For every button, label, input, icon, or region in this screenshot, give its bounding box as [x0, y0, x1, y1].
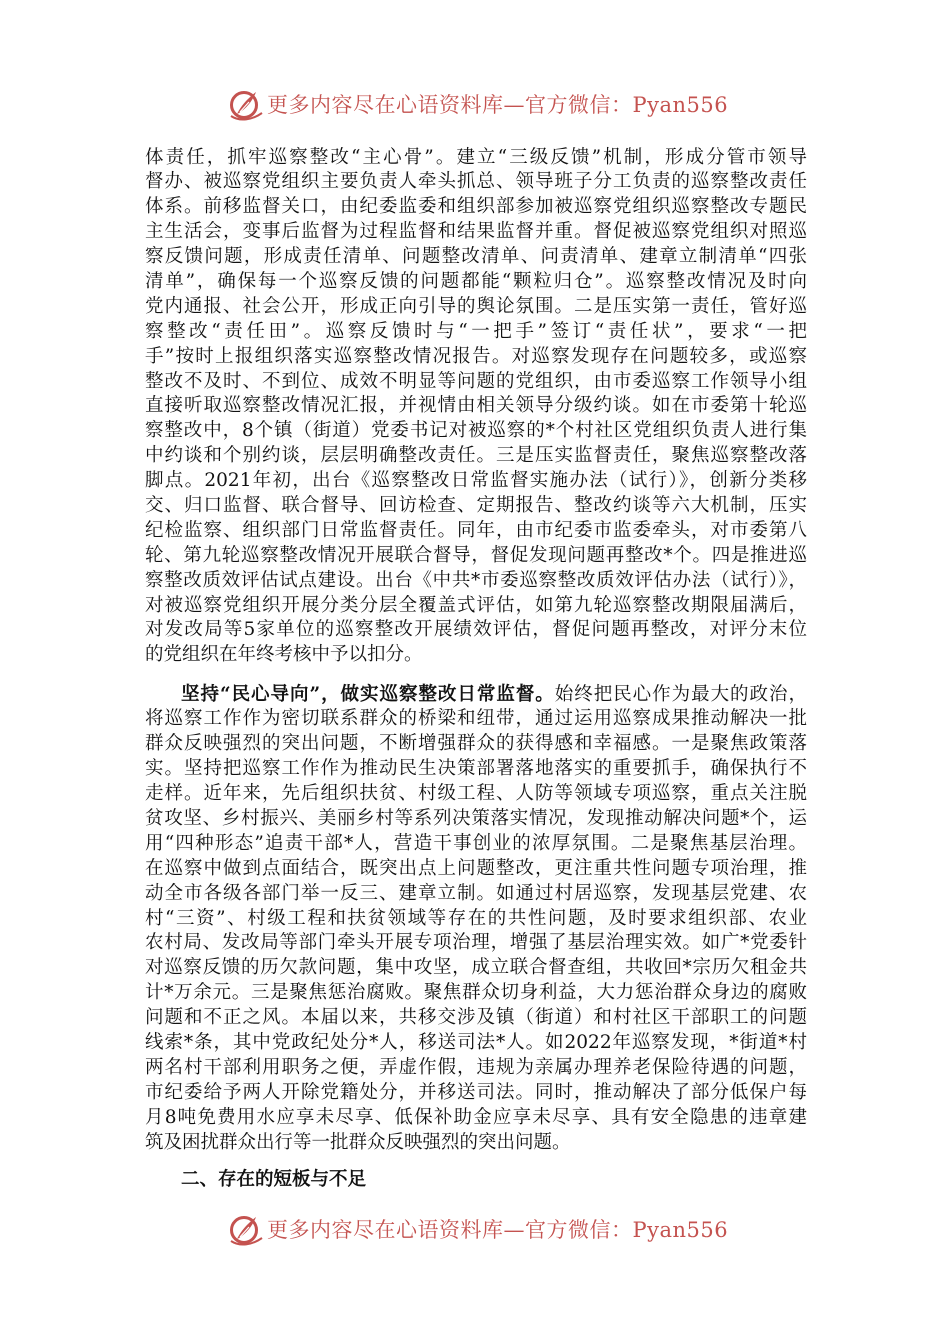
- text-line: 党内通报、社会公开，形成正向引导的舆论氛围。二是压实第一责任，管好巡: [145, 295, 807, 317]
- text-line: 用“四种形态”追责干部*人，营造干事创业的浓厚氛围。二是聚焦基层治理。: [145, 832, 807, 854]
- text-line: 筑及困扰群众出行等一批群众反映强烈的突出问题。: [145, 1131, 571, 1153]
- text-line: 清单”，确保每一个巡察反馈的问题都能“颗粒归仓”。巡察整改情况及时向: [145, 270, 807, 292]
- text-line: 对巡察反馈的历欠款问题，集中攻坚，成立联合督查组，共收回*宗历欠租金共: [145, 957, 807, 979]
- text-line: 将巡察工作作为密切联系群众的桥梁和纽带，通过运用巡察成果推动解决一批: [145, 708, 807, 730]
- text-line: 中约谈和个别约谈，层层明确整改责任。三是压实监督责任，聚焦巡察整改落: [145, 445, 807, 467]
- text-line: 贫攻坚、乡村振兴、美丽乡村等系列决策落实情况，发现推动解决问题*个，运: [145, 807, 807, 829]
- text-line: 察反馈问题，形成责任清单、问题整改清单、问责清单、建章立制清单“四张: [145, 246, 807, 268]
- text-line: 对被巡察党组织开展分类分层全覆盖式评估，如第九轮巡察整改期限届满后，: [145, 594, 807, 616]
- text-line: 察整改“责任田”。巡察反馈时与“一把手”签订“责任状”，要求“一把: [145, 320, 807, 342]
- text-line-rest: 始终把民心作为最大的政治，: [554, 683, 807, 705]
- text-line: 月8吨免费用水应享未尽享、低保补助金应享未尽享、具有安全隐患的违章建: [145, 1106, 807, 1128]
- footer-watermark: [228, 1212, 728, 1248]
- text-line: 纪检监察、组织部门日常监督责任。同年，由市纪委市监委牵头，对市委第八: [145, 519, 807, 541]
- text-line: 农村局、发改局等部门牵头开展专项治理，增强了基层治理实效。如广*党委针: [145, 932, 807, 954]
- text-line: 手”按时上报组织落实巡察整改情况报告。对巡察发现存在问题较多，或巡察: [145, 345, 807, 367]
- text-line: 对发改局等5家单位的巡察整改开展绩效评估，督促问题再整改，对评分末位: [145, 619, 807, 641]
- text-line: 体系。前移监督关口，由纪委监委和组织部参加被巡察党组织巡察整改专题民: [145, 196, 807, 218]
- text-line: [145, 683, 807, 708]
- text-line: 体责任，抓牢巡察整改“主心骨”。建立“三级反馈”机制，形成分管市领导: [145, 146, 807, 168]
- header-watermark: [228, 87, 728, 123]
- text-line: 村“三资”、村级工程和扶贫领域等存在的共性问题，及时要求组织部、农业: [145, 907, 807, 929]
- text-line: 整改不及时、不到位、成效不明显等问题的党组织，由市委巡察工作领导小组: [145, 370, 807, 392]
- logo-icon: [228, 87, 264, 123]
- text-line: 直接听取巡察整改情况汇报，并视情由相关领导分级约谈。如在市委第十轮巡: [145, 395, 807, 417]
- text-line: 动全市各级各部门举一反三、建章立制。如通过村居巡察，发现基层党建、农: [145, 882, 807, 904]
- text-line: 走样。近年来，先后组织扶贫、村级工程、人防等领域专项巡察，重点关注脱: [145, 783, 807, 805]
- text-line: 的党组织在年终考核中予以扣分。: [145, 644, 423, 666]
- paragraph-2: [145, 683, 807, 1156]
- text-line: 问题和不正之风。本届以来，共移交涉及镇（街道）和村社区干部职工的问题: [145, 1007, 807, 1029]
- text-line: 线索*条，其中党政纪处分*人，移送司法*人。如2022年巡察发现，*街道*村: [145, 1031, 807, 1053]
- text-line: 轮、第九轮巡察整改情况开展联合督导，督促发现问题再整改*个。四是推进巡: [145, 544, 807, 566]
- logo-icon: [228, 1212, 264, 1248]
- text-line: 两名村干部利用职务之便，弄虚作假，违规为亲属办理养老保险待遇的问题，: [145, 1056, 807, 1078]
- text-line: 群众反映强烈的突出问题，不断增强群众的获得感和幸福感。一是聚焦政策落: [145, 733, 807, 755]
- text-line: 脚点。2021年初，出台《巡察整改日常监督实施办法（试行）》，创新分类移: [145, 470, 807, 492]
- paragraph-lead-bold: 坚持“民心导向”，做实巡察整改日常监督。: [181, 683, 555, 705]
- text-line: 督办、被巡察党组织主要负责人牵头抓总、领导班子分工负责的巡察整改责任: [145, 171, 807, 193]
- watermark-text: 更多内容尽在心语资料库—官方微信：Pyan556: [267, 93, 729, 117]
- section-heading: 二、存在的短板与不足: [181, 1168, 367, 1190]
- text-line: 实。坚持把巡察工作作为推动民生决策部署落地落实的重要抓手，确保执行不: [145, 758, 807, 780]
- text-line: 在巡察中做到点面结合，既突出点上问题整改，更注重共性问题专项治理，推: [145, 857, 807, 879]
- text-line: 主生活会，变事后监督为过程监督和结果监督并重。督促被巡察党组织对照巡: [145, 221, 807, 243]
- text-line: 计*万余元。三是聚焦惩治腐败。聚焦群众切身利益，大力惩治群众身边的腐败: [145, 982, 807, 1004]
- paragraph-1: [145, 146, 807, 669]
- text-line: 察整改质效评估试点建设。出台《中共*市委巡察整改质效评估办法（试行）》，: [145, 569, 807, 591]
- text-line: 市纪委给予两人开除党籍处分，并移送司法。同时，推动解决了部分低保户每: [145, 1081, 807, 1103]
- watermark-text: 更多内容尽在心语资料库—官方微信：Pyan556: [267, 1218, 729, 1242]
- text-line: 交、归口监督、联合督导、回访检查、定期报告、整改约谈等六大机制，压实: [145, 494, 807, 516]
- text-line: 察整改中，8个镇（街道）党委书记对被巡察的*个村社区党组织负责人进行集: [145, 420, 807, 442]
